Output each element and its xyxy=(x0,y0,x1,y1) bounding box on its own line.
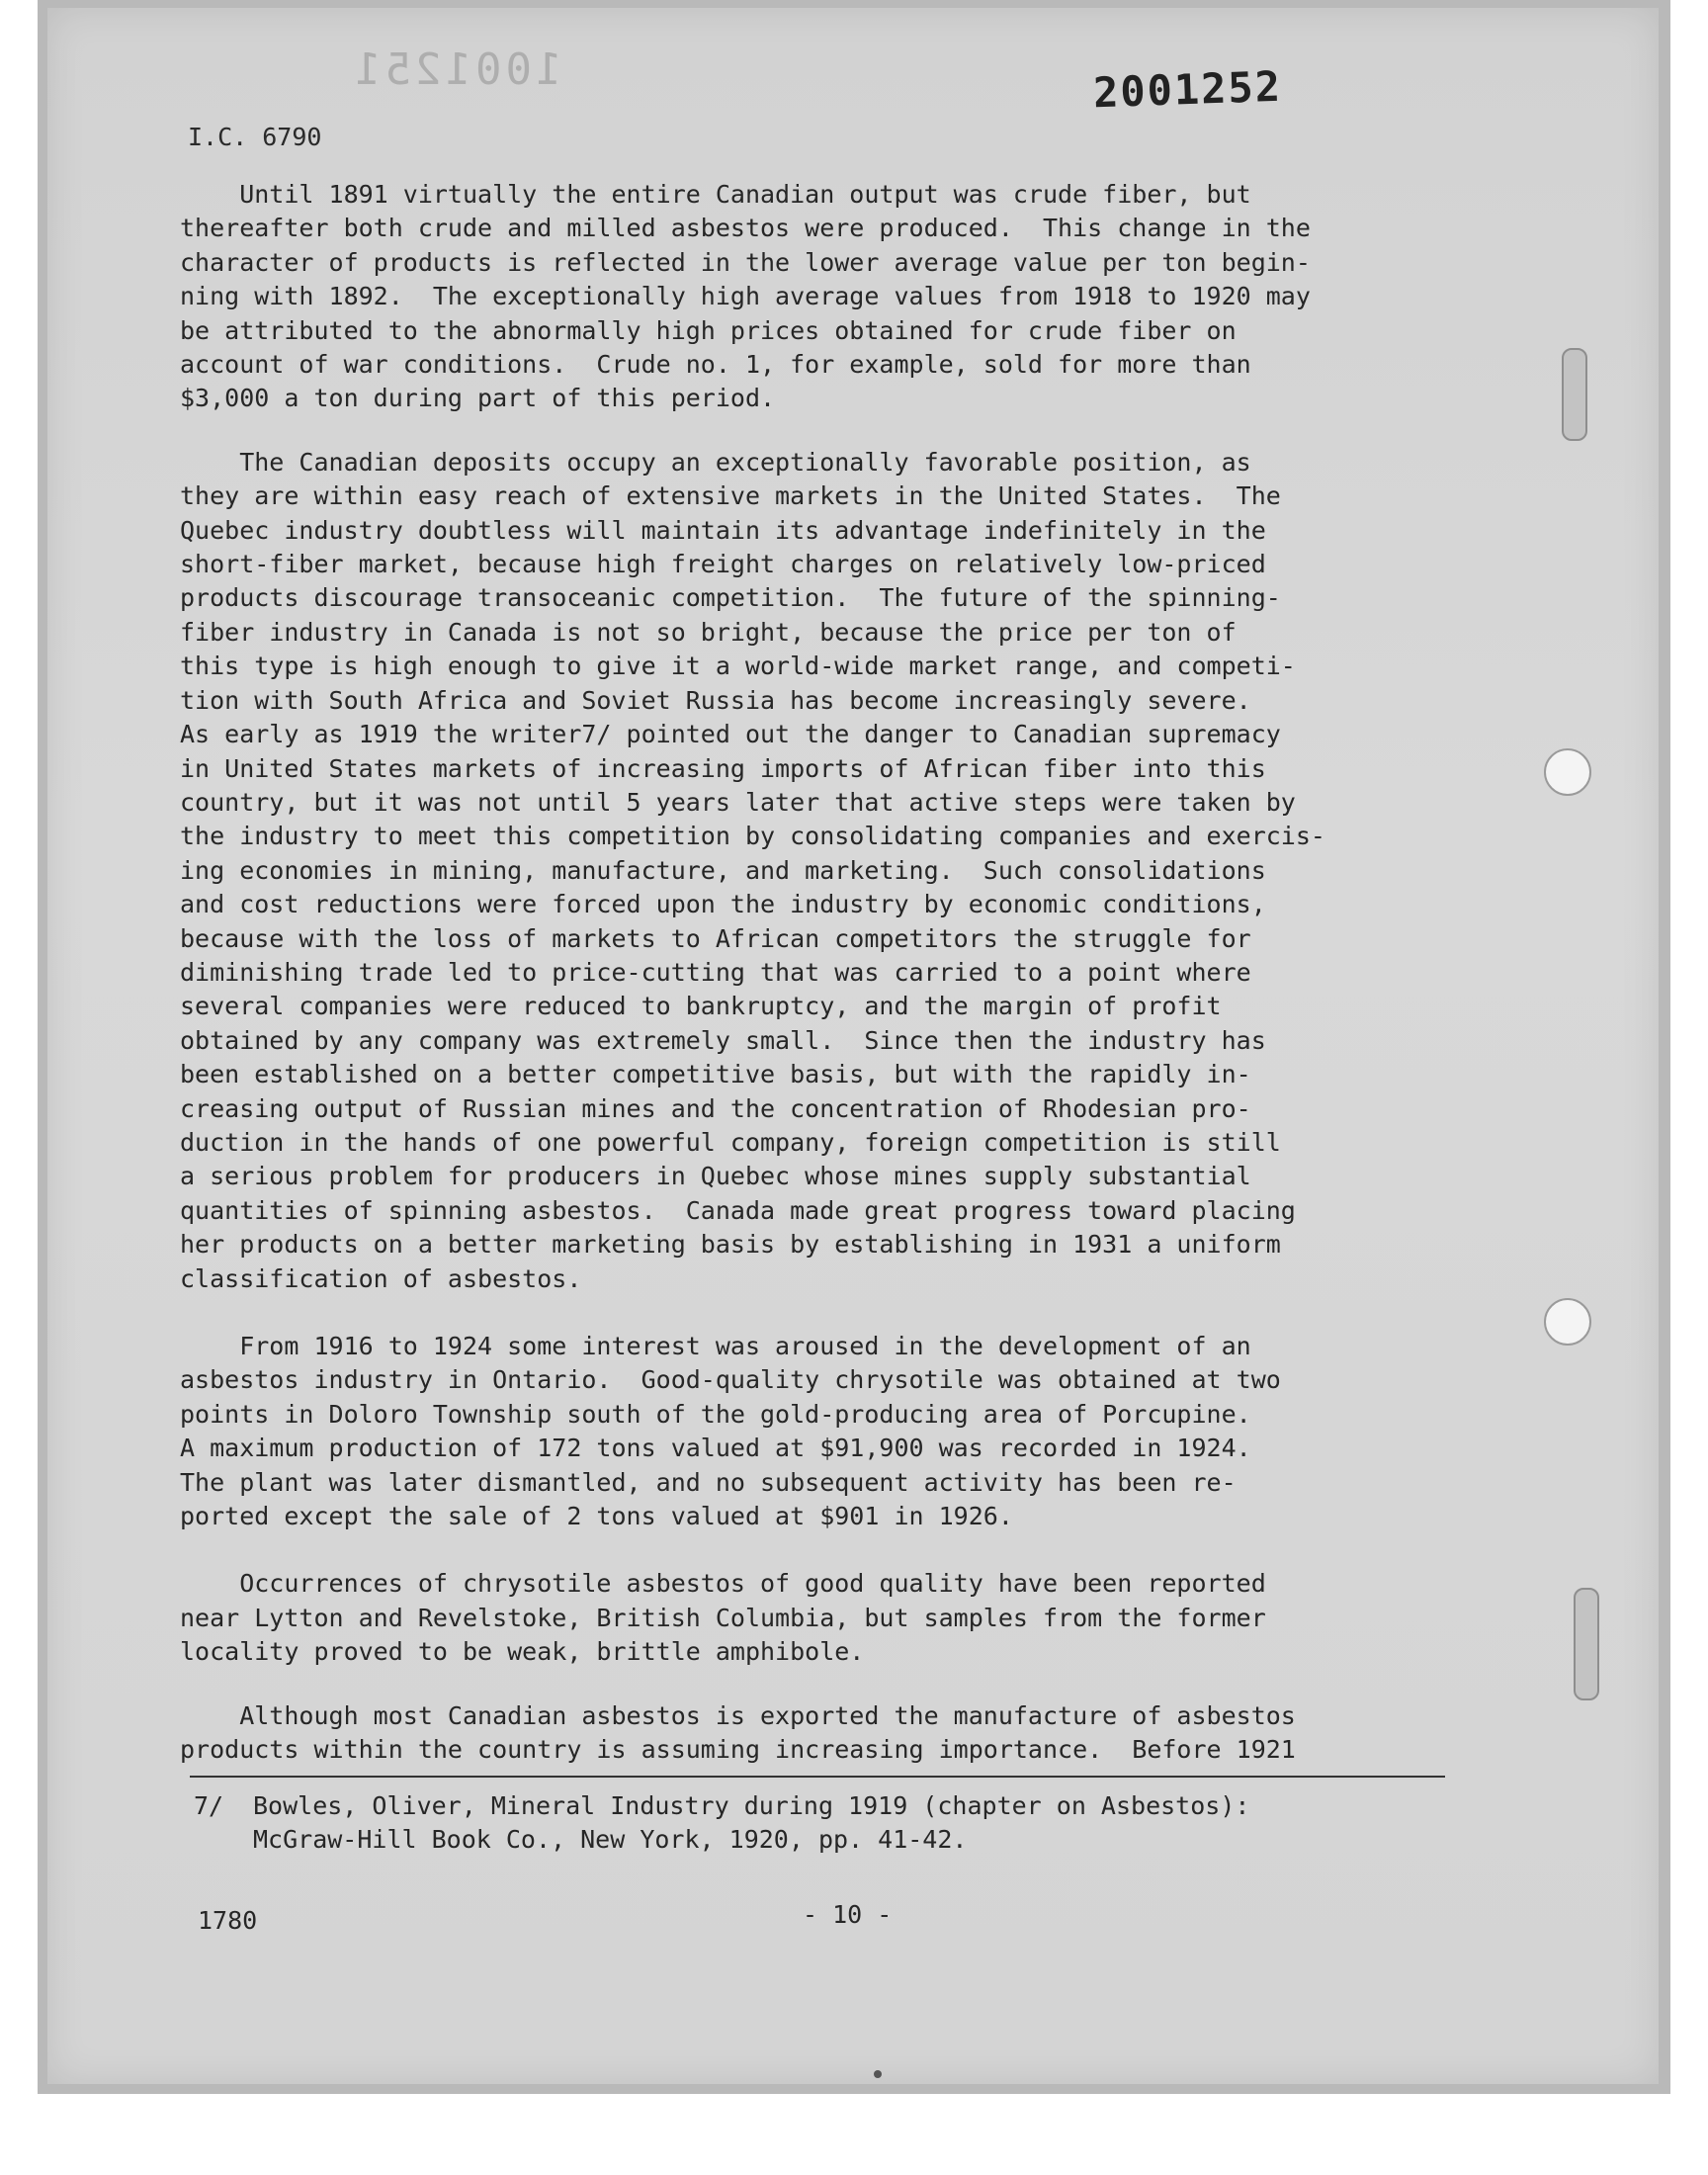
text-line: because with the loss of markets to African competitors the struggle for xyxy=(180,923,1251,953)
text-line: be attributed to the abnormally high prices obtained for crude fiber on xyxy=(180,315,1237,345)
paragraph-british-columbia xyxy=(180,1567,1465,1669)
text-line: several companies were reduced to bankruptcy, and the margin of profit xyxy=(180,992,1222,1021)
paragraph-manufacture xyxy=(180,1699,1465,1768)
footnote-marker: 7/ xyxy=(194,1791,224,1820)
scan-speck xyxy=(874,2070,882,2078)
text-line: classification of asbestos. xyxy=(180,1263,582,1293)
text-line: her products on a better marketing basis by establishing in 1931 a uniform xyxy=(180,1230,1281,1260)
staple-mark xyxy=(1562,348,1587,441)
text-line: $3,000 a ton during part of this period. xyxy=(180,384,776,413)
text-line: ing economies in mining, manufacture, and marketing. Such consolidations xyxy=(180,855,1266,885)
faint-stamp-bleedthrough: 1001251 xyxy=(351,44,562,95)
text-line: a serious problem for producers in Quebec whose mines supply substantial xyxy=(180,1162,1251,1191)
body-text xyxy=(180,178,1465,1796)
text-line: points in Doloro Township south of the gold-producing area of Porcupine. xyxy=(180,1399,1251,1429)
punch-hole xyxy=(1544,748,1591,796)
paragraph-canadian-output xyxy=(180,178,1465,416)
paragraph-canadian-deposits xyxy=(180,446,1465,1296)
text-line: country, but it was not until 5 years later that active steps were taken by xyxy=(180,787,1296,817)
text-line: creasing output of Russian mines and the concentration of Rhodesian pro- xyxy=(180,1093,1251,1123)
text-line: Quebec industry doubtless will maintain its advantage indefinitely in the xyxy=(180,515,1266,545)
text-line: fiber industry in Canada is not so bright, because the price per ton of xyxy=(180,617,1237,647)
text-line: quantities of spinning asbestos. Canada made great progress toward placing xyxy=(180,1195,1296,1225)
text-line: short-fiber market, because high freight charges on relatively low-priced xyxy=(180,550,1266,579)
text-line: asbestos industry in Ontario. Good-quality chrysotile was obtained at two xyxy=(180,1365,1281,1395)
text-line: obtained by any company was extremely small. Since then the industry has xyxy=(180,1025,1266,1055)
text-line: and cost reductions were forced upon the industry by economic conditions, xyxy=(180,890,1266,919)
text-line: products within the country is assuming increasing importance. Before 1921 xyxy=(180,1735,1296,1765)
text-line: ning with 1892. The exceptionally high average values from 1918 to 1920 may xyxy=(180,282,1311,311)
paragraph-ontario-industry xyxy=(180,1330,1465,1533)
document-header: I.C. 6790 xyxy=(188,123,322,151)
text-line: tion with South Africa and Soviet Russia has become increasingly severe. xyxy=(180,685,1251,715)
text-line: this type is high enough to give it a world-wide market range, and competi- xyxy=(180,652,1296,681)
text-line: The Canadian deposits occupy an exceptionally favorable position, as xyxy=(180,447,1251,477)
page-number: - 10 - xyxy=(803,1900,893,1929)
document-stamp-number: 2001252 xyxy=(1092,61,1283,118)
text-line: The plant was later dismantled, and no subsequent activity has been re- xyxy=(180,1467,1237,1497)
text-line: they are within easy reach of extensive markets in the United States. The xyxy=(180,481,1281,511)
punch-hole xyxy=(1544,1298,1591,1346)
text-line: Occurrences of chrysotile asbestos of good quality have been reported xyxy=(180,1569,1266,1599)
text-line: Although most Canadian asbestos is exported the manufacture of asbestos xyxy=(180,1700,1296,1730)
text-line: near Lytton and Revelstoke, British Columbia, but samples from the former xyxy=(180,1603,1266,1632)
text-line: duction in the hands of one powerful company, foreign competition is still xyxy=(180,1127,1281,1157)
text-line: in United States markets of increasing imports of African fiber into this xyxy=(180,753,1266,783)
text-line: the industry to meet this competition by consolidating companies and exercis- xyxy=(180,822,1325,851)
text-line: products discourage transoceanic competition. The future of the spinning- xyxy=(180,583,1281,613)
footnote-line-2: McGraw-Hill Book Co., New York, 1920, pp. 41-42. xyxy=(253,1825,968,1854)
text-line: ported except the sale of 2 tons valued at $901 in 1926. xyxy=(180,1502,1013,1531)
text-line: character of products is reflected in the lower average value per ton begin- xyxy=(180,247,1311,277)
text-line: thereafter both crude and milled asbestos were produced. This change in the xyxy=(180,214,1311,243)
footer-code: 1780 xyxy=(198,1906,258,1935)
text-line: diminishing trade led to price-cutting that was carried to a point where xyxy=(180,957,1251,987)
text-line: From 1916 to 1924 some interest was aroused in the development of an xyxy=(180,1332,1251,1360)
text-line: As early as 1919 the writer7/ pointed out the danger to Canadian supremacy xyxy=(180,720,1281,749)
footnote xyxy=(194,1789,1249,1857)
text-line: A maximum production of 172 tons valued at $91,900 was recorded in 1924. xyxy=(180,1434,1251,1463)
text-line: Until 1891 virtually the entire Canadian output was crude fiber, but xyxy=(180,180,1251,209)
text-line: account of war conditions. Crude no. 1, for example, sold for more than xyxy=(180,350,1251,380)
text-line: been established on a better competitive basis, but with the rapidly in- xyxy=(180,1060,1251,1089)
text-line: locality proved to be weak, brittle amphibole. xyxy=(180,1637,865,1667)
footnote-line-1: Bowles, Oliver, Mineral Industry during 1919 (chapter on Asbestos): xyxy=(253,1791,1250,1820)
staple-mark xyxy=(1574,1588,1599,1700)
footnote-divider xyxy=(190,1776,1445,1778)
